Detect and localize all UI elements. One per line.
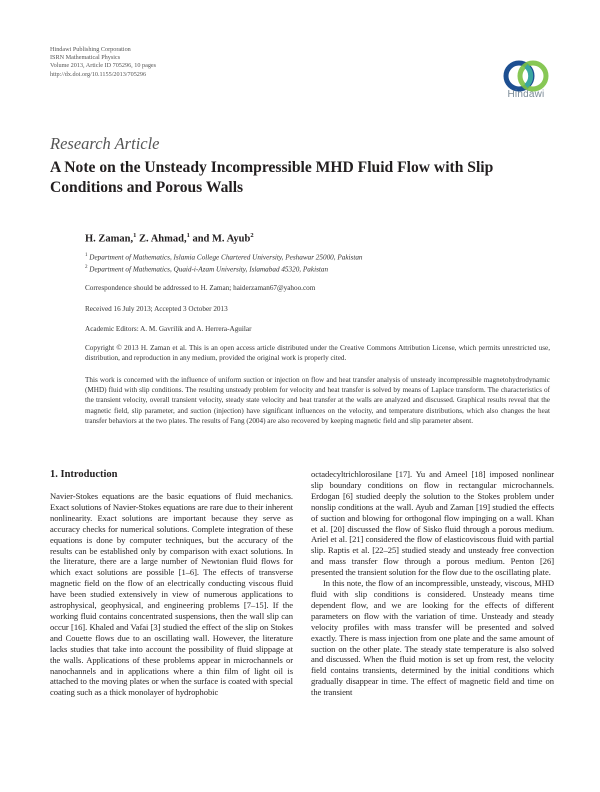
author-name[interactable]: and M. Ayub xyxy=(189,233,251,245)
hindawi-logo-text: Hindawi xyxy=(507,89,545,100)
right-column xyxy=(311,469,554,698)
article-type: Research Article xyxy=(50,134,160,153)
journal-name: ISRN Mathematical Physics xyxy=(50,54,121,62)
left-column xyxy=(50,491,293,698)
academic-editors: Academic Editors: A. M. Gavrilik and A. Herrera-Aguilar xyxy=(85,325,252,333)
doi-link[interactable]: http://dx.doi.org/10.1155/2013/705296 xyxy=(50,70,147,78)
affiliation-2 xyxy=(85,263,328,274)
paragraph: Navier-Stokes equations are the basic equations of fluid mechanics. Exact solutions of Navier-Stokes equations are rare due to their inherent nonlinearity. Exact solutions are important because they serve as accuracy checks for numerical solutions. Complete integration of these equations is done by computer techniques, but the accuracy of the results can be established only by comparison with exact solutions. In the literature, there are a large number of Newtonian fluid flows for which exact solutions are possible [1–6]. The effects of transverse magnetic field on the flow of an electrically conducting viscous fluid have been studied extensively in view of numerous applications to astrophysical, geophysical, and engineering problems [7–15]. If the working fluid contains concentrated suspensions, then the wall slip can occur [16]. Khaled and Vafai [3] studied the effect of the slip on Stokes and Couette flows due to an oscillating wall. However, the literature lacks studies that take into account the possibility of fluid slippage at the walls. Applications of these problems appear in microchannels or nanochannels and in applications where a thin film of light oil is attached to the moving plates or when the surface is coated with special coating such as a thick monolayer of hydrophobic xyxy=(50,491,294,698)
volume-info: Volume 2013, Article ID 705296, 10 pages xyxy=(50,62,157,70)
abstract: This work is concerned with the influence of uniform suction or injection on flow and heat transfer analysis of unsteady incompressible magnetohydrodynamic (MHD) fluid with slip conditions. The resulting unsteady problem for velocity and heat transfer is solved by means of Laplace transform. The characteristics of the transient velocity, overall transient velocity, steady state velocity and heat transfer at the walls are analyzed and discussed. Graphical results reveal that the magnetic field, slip parameter, and suction (injection) have significant influences on the velocity, and temperature distributions, which also changes the heat transfer behaviors at the two plates. The results of Fang (2004) are also recovered by keeping magnetic field and slip parameter absent. xyxy=(85,376,550,425)
article-title: A Note on the Unsteady Incompressible MHD Fluid Flow with Slip Conditions and Porous Walls xyxy=(50,159,494,196)
copyright-notice: Copyright © 2013 H. Zaman et al. This is an open access article distributed under the Creative Commons Attribution License, which permits unrestricted use, distribution, and reproduction in any medium, provided the original work is properly cited. xyxy=(85,344,550,363)
affiliation-text: Department of Mathematics, Islamia College Chartered University, Peshawar 25000, Pakistan xyxy=(87,253,363,262)
journal-metadata xyxy=(50,46,156,79)
affiliation-marker: 2 xyxy=(85,265,88,270)
author-name[interactable]: H. Zaman, xyxy=(85,233,134,245)
paragraph: octadecyltrichlorosilane [17]. Yu and Ameel [18] imposed nonlinear slip boundary conditions on flow in rectangular microchannels. Erdogan [6] studied deeply the solution to the Stokes problem under nonslip conditions at the wall. Ayub and Zaman [19] studied the effects of suction and blowing for orthogonal flow impinging on a wall. Khan et al. [20] discussed the flow of Sisko fluid through a porous medium. Ariel et al. [21] considered the flow of elasticoviscous fluid with partial slip. Raptis et al. [22–25] studied steady and unsteady free convection and mass transfer flow through a porous medium. Penton [26] presented the transient solution for the flow due to the oscillating plate. xyxy=(311,469,554,578)
received-accepted-dates: Received 16 July 2013; Accepted 3 October 2013 xyxy=(85,305,228,313)
affiliation-marker: 1 xyxy=(133,232,137,239)
correspondence: Correspondence should be addressed to H. Zaman; haiderzaman67@yahoo.com xyxy=(85,284,316,292)
affiliation-marker: 1 xyxy=(186,232,190,239)
affiliation-marker: 1 xyxy=(85,253,88,258)
affiliation-1 xyxy=(85,251,363,262)
publisher-name: Hindawi Publishing Corporation xyxy=(50,46,131,53)
paragraph: In this note, the flow of an incompressible, unsteady, viscous, MHD fluid with slip conditions is considered. Unsteady means time dependent flow, and we are looking for the effects of different parameters on flow with the variation of time. Unsteady and steady velocity profiles with mass transfer will be presented and solved exactly. There is mass injection from one plate and the same amount of suction on the other plate. The steady state temperature is also solved and discussed. When the fluid motion is set up from rest, the velocity field contains transients, determined by the initial conditions which gradually disappear in time. The effect of magnetic field and time on the transient xyxy=(311,578,554,698)
author-list xyxy=(85,232,254,245)
author-name[interactable]: Z. Ahmad, xyxy=(136,233,187,245)
affiliation-text: Department of Mathematics, Quaid-i-Azam University, Islamabad 45320, Pakistan xyxy=(87,265,329,274)
section-heading-introduction: 1. Introduction xyxy=(50,469,118,480)
affiliation-marker: 2 xyxy=(250,232,254,239)
